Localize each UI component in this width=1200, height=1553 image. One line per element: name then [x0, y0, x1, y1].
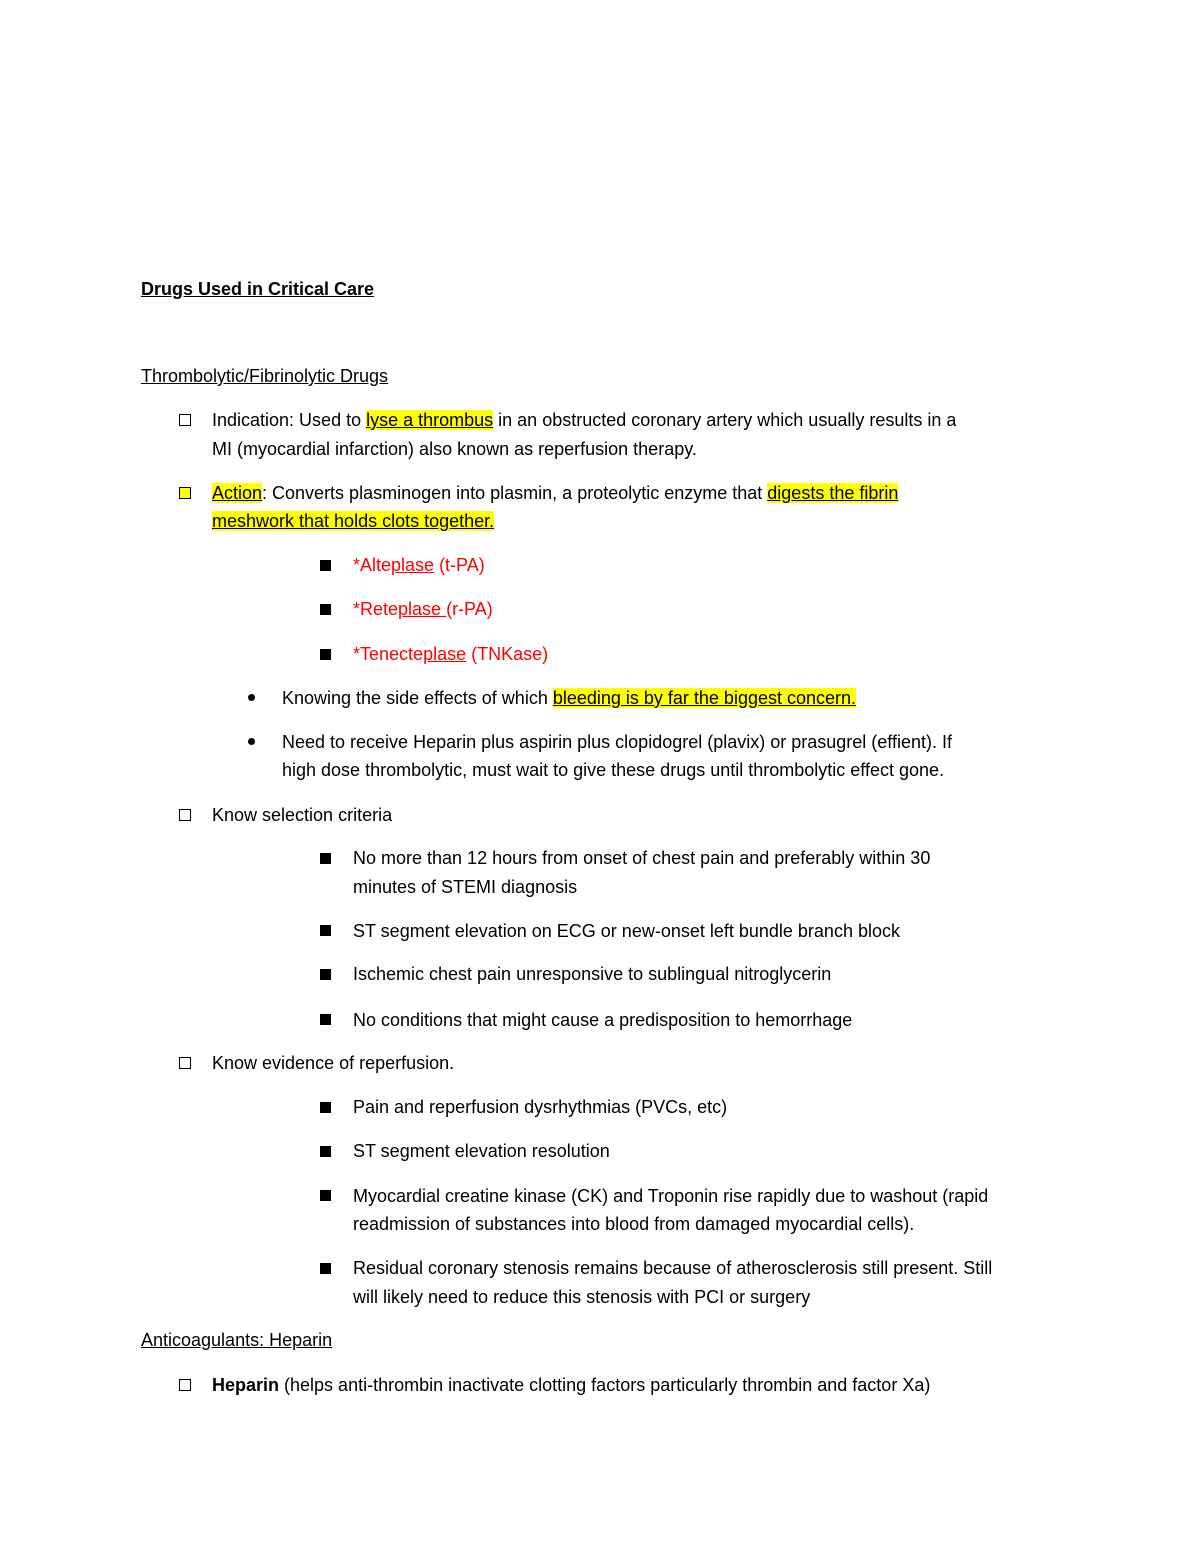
square-bullet [320, 1014, 331, 1025]
drug-tenecteplase [353, 640, 548, 668]
selection-item-1-line-1: No more than 12 hours from onset of chest pain and preferably within 30 [353, 848, 931, 868]
document-title: Drugs Used in Critical Care [141, 279, 375, 299]
reperfusion-item-2: ST segment elevation resolution [353, 1141, 610, 1161]
heparin-need-line-2: high dose thrombolytic, must wait to give these drugs until thrombolytic effect gone. [282, 760, 945, 780]
round-bullet [248, 738, 255, 745]
selection-criteria-label: Know selection criteria [212, 805, 393, 825]
reperfusion-label: Know evidence of reperfusion. [212, 1053, 455, 1073]
action-line-2 [212, 507, 494, 535]
checkbox-bullet [179, 1057, 191, 1069]
checkbox-bullet [179, 414, 191, 426]
checkbox-bullet [179, 1379, 191, 1391]
action-highlight-1: digests the fibrin [767, 483, 899, 503]
square-bullet [320, 1146, 331, 1157]
heparin-line [212, 1371, 930, 1399]
action-line-1 [212, 479, 898, 507]
indication-label: Indication: Used to [212, 410, 367, 430]
square-bullet [320, 1263, 331, 1274]
drug-alteplase [353, 551, 485, 579]
drug-name-suffix: plase [398, 599, 447, 619]
heparin-bold-label: Heparin [212, 1375, 280, 1395]
round-bullet [248, 694, 255, 701]
checkbox-bullet-highlighted [179, 487, 191, 499]
heparin-need-line-1: Need to receive Heparin plus aspirin plus clopidogrel (plavix) or prasugrel (effient). If [282, 732, 952, 752]
side-effects-highlight: bleeding is by far the biggest concern. [552, 688, 857, 708]
drug-name-prefix: *Tenecte [353, 644, 424, 664]
reperfusion-item-3-line-1: Myocardial creatine kinase (CK) and Troponin rise rapidly due to washout (rapid [353, 1186, 989, 1206]
drug-reteplase [353, 595, 493, 623]
heparin-description: (helps anti-thrombin inactivate clotting factors particularly thrombin and factor Xa) [279, 1375, 931, 1395]
square-bullet [320, 925, 331, 936]
reperfusion-item-3-line-2: readmission of substances into blood from damaged myocardial cells). [353, 1214, 915, 1234]
square-bullet [320, 853, 331, 864]
action-label: Action [212, 483, 263, 503]
reperfusion-item-1: Pain and reperfusion dysrhythmias (PVCs, etc) [353, 1097, 728, 1117]
section-heading-anticoagulants: Anticoagulants: Heparin [141, 1330, 333, 1350]
selection-item-3: Ischemic chest pain unresponsive to sublingual nitroglycerin [353, 964, 832, 984]
indication-line-1 [212, 406, 956, 434]
section-heading-thrombolytic: Thrombolytic/Fibrinolytic Drugs [141, 366, 389, 386]
drug-name-suffix: plase [423, 644, 467, 664]
indication-line-2: MI (myocardial infarction) also known as reperfusion therapy. [212, 439, 697, 459]
indication-rest: in an obstructed coronary artery which usually results in a [493, 410, 957, 430]
drug-name-prefix: *Rete [353, 599, 399, 619]
drug-abbrev: (t-PA) [434, 555, 485, 575]
side-effects-line [282, 684, 856, 712]
square-bullet [320, 560, 331, 571]
square-bullet [320, 649, 331, 660]
drug-name-suffix: plase [391, 555, 435, 575]
square-bullet [320, 1190, 331, 1201]
action-text: : Converts plasminogen into plasmin, a proteolytic enzyme that [262, 483, 768, 503]
square-bullet [320, 1102, 331, 1113]
square-bullet [320, 969, 331, 980]
drug-abbrev: (TNKase) [466, 644, 549, 664]
drug-name-prefix: *Alte [353, 555, 392, 575]
selection-item-1-line-2: minutes of STEMI diagnosis [353, 877, 578, 897]
checkbox-bullet [179, 809, 191, 821]
drug-abbrev: (r-PA) [446, 599, 493, 619]
square-bullet [320, 604, 331, 615]
side-effects-text: Knowing the side effects of which [282, 688, 553, 708]
indication-highlight: lyse a thrombus [366, 410, 494, 430]
reperfusion-item-4-line-2: will likely need to reduce this stenosis with PCI or surgery [353, 1287, 811, 1307]
selection-item-2: ST segment elevation on ECG or new-onset left bundle branch block [353, 921, 900, 941]
reperfusion-item-4-line-1: Residual coronary stenosis remains because of atherosclerosis still present. Still [353, 1258, 993, 1278]
selection-item-4: No conditions that might cause a predisposition to hemorrhage [353, 1010, 853, 1030]
action-highlight-2: meshwork that holds clots together. [212, 511, 495, 531]
